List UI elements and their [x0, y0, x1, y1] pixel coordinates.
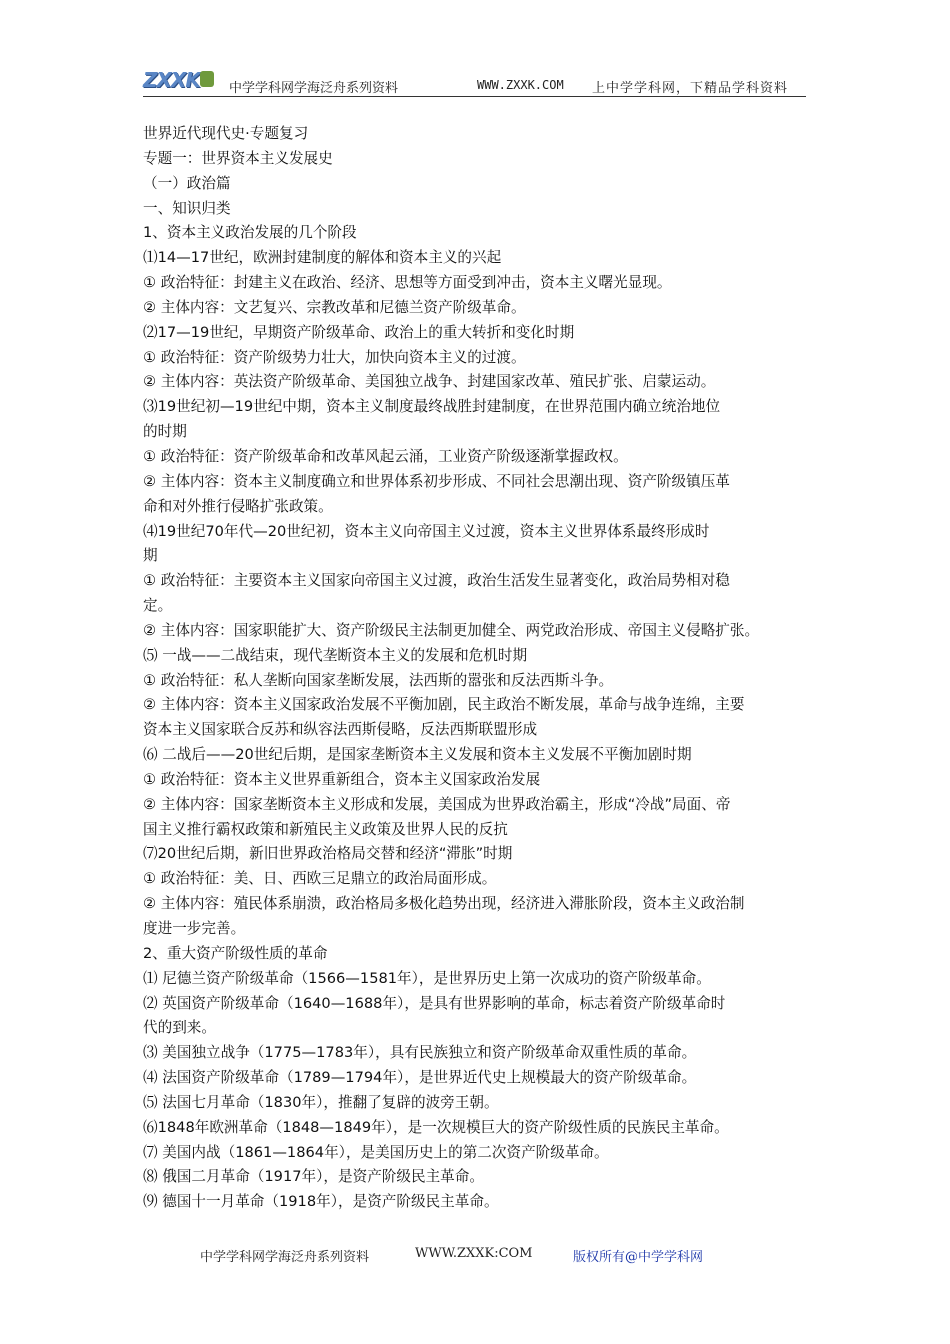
text-line: ⑻ 俄国二月革命（1917年），是资产阶级民主革命。	[143, 1168, 484, 1186]
text-line: 资本主义国家联合反苏和纵容法西斯侵略，反法西斯联盟形成	[143, 721, 538, 739]
footer-site-url: WWW.ZXXK:COM	[415, 1246, 533, 1261]
text-line: ⑴ 尼德兰资产阶级革命（1566—1581年），是世界历史上第一次成功的资产阶级革命。	[143, 969, 711, 987]
text-line: ① 政治特征：封建主义在政治、经济、思想等方面受到冲击，资本主义曙光显现。	[143, 274, 672, 292]
text-line: ① 政治特征：美、日、西欧三足鼎立的政治局面形成。	[143, 870, 497, 888]
text-line: ① 政治特征：私人垄断向国家垄断发展，法西斯的嚣张和反法西斯斗争。	[143, 671, 614, 689]
subsection-heading: 一、知识归类	[143, 199, 231, 217]
doc-title: 世界近代现代史·专题复习	[143, 125, 309, 142]
text-line: ⑺ 美国内战（1861—1864年），是美国历史上的第二次资产阶级革命。	[143, 1143, 609, 1161]
page-footer	[200, 1246, 760, 1266]
footer-copyright-link[interactable]: 版权所有@中学学科网	[573, 1250, 704, 1265]
text-line: ① 政治特征：资本主义世界重新组合，资本主义国家政治发展	[143, 770, 541, 788]
document-body	[143, 122, 819, 1215]
item-heading: 2、重大资产阶级性质的革命	[143, 944, 328, 962]
header-site-url: WWW.ZXXK.COM	[477, 78, 564, 92]
text-line: 度进一步完善。	[143, 920, 246, 937]
text-line: ② 主体内容：国家职能扩大、资产阶级民主法制更加健全、两党政治形成、帝国主义侵略扩张。	[143, 621, 760, 639]
text-line: ⑸ 一战——二战结束，现代垄断资本主义的发展和危机时期	[143, 646, 528, 664]
text-line: 定。	[143, 597, 173, 615]
text-line: ② 主体内容：英法资产阶级革命、美国独立战争、封建国家改革、殖民扩张、启蒙运动。	[143, 373, 716, 391]
text-line: 的时期	[143, 423, 187, 441]
text-line: ① 政治特征：主要资本主义国家向帝国主义过渡，政治生活发生显著变化，政治局势相对稳	[143, 572, 730, 590]
text-line: ⑶ 美国独立战争（1775—1783年），具有民族独立和资产阶级革命双重性质的革命。	[143, 1044, 697, 1062]
zxxk-logo	[143, 68, 215, 90]
text-line: ⑸ 法国七月革命（1830年），推翻了复辟的波旁王朝。	[143, 1093, 499, 1111]
text-line: ② 主体内容：殖民体系崩溃，政治格局多极化趋势出现，经济进入滞胀阶段，资本主义政治制	[143, 895, 745, 913]
item-heading: 1、资本主义政治发展的几个阶段	[143, 224, 357, 242]
text-line: ⑹ 二战后——20世纪后期，是国家垄断资本主义发展和资本主义发展不平衡加剧时期	[143, 746, 692, 764]
section-heading: （一）政治篇	[143, 174, 231, 192]
text-line: 代的到来。	[143, 1019, 216, 1037]
text-line: ⑼ 德国十一月革命（1918年），是资产阶级民主革命。	[143, 1193, 499, 1211]
text-line: ⑷ 法国资产阶级革命（1789—1794年），是世界近代史上规模最大的资产阶级革命。	[143, 1069, 697, 1087]
text-line: ⑺20世纪后期，新旧世界政治格局交替和经济“滞胀”时期	[143, 845, 513, 863]
text-line: ② 主体内容：资本主义国家政治发展不平衡加剧，民主政治不断发展，革命与战争连绵，主要	[143, 696, 745, 714]
text-line: ① 政治特征：资产阶级势力壮大，加快向资本主义的过渡。	[143, 348, 526, 366]
page-header	[143, 66, 806, 97]
topic-heading: 专题一：世界资本主义发展史	[143, 149, 333, 167]
text-line: ⑶19世纪初—19世纪中期，资本主义制度最终战胜封建制度，在世界范围内确立统治地位	[143, 398, 721, 416]
text-line: 期	[143, 547, 158, 565]
text-line: ⑹1848年欧洲革命（1848—1849年），是一次规模巨大的资产阶级性质的民族民主革命。	[143, 1118, 729, 1136]
text-line: ② 主体内容：文艺复兴、宗教改革和尼德兰资产阶级革命。	[143, 298, 526, 316]
text-line: 国主义推行霸权政策和新殖民主义政策及世界人民的反抗	[143, 820, 508, 838]
text-line: ⑴14—17世纪，欧洲封建制度的解体和资本主义的兴起	[143, 249, 502, 267]
logo-badge-icon	[200, 71, 214, 87]
logo-text: ZXXK	[143, 68, 200, 92]
header-left-text: 中学学科网学海泛舟系列资料	[229, 81, 399, 96]
header-slogan: 上中学学科网，下精品学科资料	[592, 81, 789, 96]
text-line: 命和对外推行侵略扩张政策。	[143, 497, 333, 515]
text-line: ⑵17—19世纪，早期资产阶级革命、政治上的重大转折和变化时期	[143, 323, 575, 341]
text-line: ⑷19世纪70年代—20世纪初，资本主义向帝国主义过渡，资本主义世界体系最终形成时	[143, 522, 710, 540]
text-line: ① 政治特征：资产阶级革命和改革风起云涌，工业资产阶级逐渐掌握政权。	[143, 447, 628, 465]
text-line: ⑵ 英国资产阶级革命（1640—1688年），是具有世界影响的革命，标志着资产阶级革命时	[143, 994, 726, 1012]
text-line: ② 主体内容：资本主义制度确立和世界体系初步形成、不同社会思潮出现、资产阶级镇压革	[143, 472, 730, 490]
footer-left-text: 中学学科网学海泛舟系列资料	[200, 1250, 370, 1265]
text-line: ② 主体内容：国家垄断资本主义形成和发展，美国成为世界政治霸主，形成“冷战”局面、帝	[143, 795, 731, 813]
